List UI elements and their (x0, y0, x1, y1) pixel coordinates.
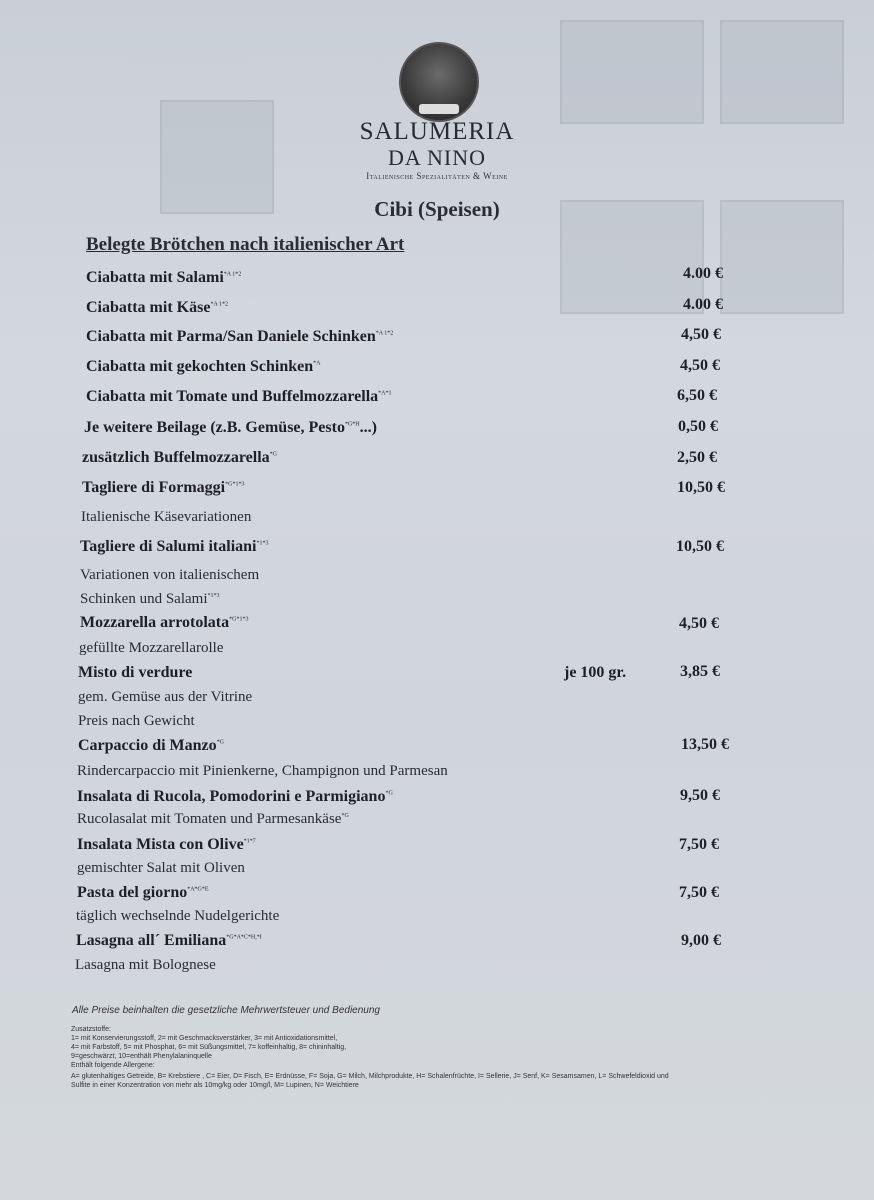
menu-item: Insalata di Rucola, Pomodorini e Parmigiano$^{*G}$ (77, 788, 393, 805)
item-price: 4.00 € (683, 296, 723, 313)
item-price: 7,50 € (679, 836, 719, 853)
item-price: 0,50 € (678, 418, 718, 435)
item-description: Schinken und Salami$^{*1*3}$ (80, 591, 220, 607)
item-description: Lasagna mit Bolognese (75, 957, 216, 973)
menu-item: Pasta del giorno$^{*A*G*E}$ (77, 884, 209, 901)
item-price: 4,50 € (681, 326, 721, 343)
menu-item: Tagliere di Salumi italiani$^{*1*3}$ (80, 538, 269, 555)
brand-tagline: Italienische Spezialitäten & Weine (366, 171, 508, 181)
item-description: gemischter Salat mit Oliven (77, 860, 245, 876)
item-description: Variationen von italienischem (80, 567, 260, 583)
allergens-line: Sulfite in einer Konzentration von mehr als 10mg/kg oder 10mg/l, M= Lupinen, N= Weichtiere (71, 1082, 359, 1089)
menu-item: Ciabatta mit Tomate und Buffelmozzarella$^{*A*1}$ (86, 388, 392, 405)
allergens-line: A= glutenhaltiges Getreide, B= Krebstiere , C= Eier, D= Fisch, E= Erdnüsse, F= Soja, G= Milch, Milchprodukte, H= Schalenfrüchte, I= Sellerie, J= Senf, K= Sesamsamen, L= Schwefeldioxid und (71, 1073, 669, 1080)
reflection-window (720, 20, 844, 124)
item-description: gem. Gemüse aus der Vitrine (78, 689, 253, 705)
item-price: 2,50 € (677, 449, 717, 466)
item-price: 9,00 € (681, 932, 721, 949)
additives-line: 4= mit Farbstoff, 5= mit Phosphat, 6= mit Süßungsmittel, 7= koffeinhaltig, 8= chininhaltig, (71, 1044, 347, 1051)
item-description: Rindercarpaccio mit Pinienkerne, Champignon und Parmesan (77, 763, 448, 779)
item-description: gefüllte Mozzarellarolle (79, 640, 224, 656)
salumeria-logo (399, 42, 479, 122)
section-title: Belegte Brötchen nach italienischer Art (86, 234, 405, 255)
menu-item: Ciabatta mit Käse$^{*A 1*2}$ (86, 299, 228, 316)
allergens-heading: Enthält folgende Allergene: (71, 1062, 155, 1069)
menu-item: Lasagna all´ Emiliana$^{*G*A*C*H,*I}$ (76, 932, 262, 949)
item-price: 10,50 € (677, 479, 725, 496)
menu-item: Tagliere di Formaggi$^{*G*1*3}$ (82, 479, 245, 496)
menu-item: Insalata Mista con Olive$^{*1*7}$ (77, 836, 256, 853)
item-price: 7,50 € (679, 884, 719, 901)
item-description: Italienische Käsevariationen (81, 509, 252, 525)
item-quantity: je 100 gr. (564, 664, 627, 681)
additives-line: Zusatzstoffe: (71, 1026, 111, 1033)
item-description: Rucolasalat mit Tomaten und Parmesankäse$^{*G}$ (77, 811, 349, 827)
tax-note: Alle Preise beinhalten die gesetzliche Mehrwertsteuer und Bedienung (72, 1005, 380, 1016)
additives-line: 1= mit Konservierungsstoff, 2= mit Geschmacksverstärker, 3= mit Antioxidationsmittel, (71, 1035, 338, 1042)
reflection-window (560, 20, 704, 124)
menu-item: Mozzarella arrotolata$^{*G*1*3}$ (80, 614, 249, 631)
item-price: 6,50 € (677, 387, 717, 404)
menu-item: zusätzlich Buffelmozzarella$^{*G}$ (82, 449, 277, 466)
menu-item: Ciabatta mit gekochten Schinken$^{*A}$ (86, 358, 321, 375)
item-price: 4,50 € (679, 615, 719, 632)
item-price: 4.00 € (683, 265, 723, 282)
item-price: 13,50 € (681, 736, 729, 753)
brand-subname: DA NINO (387, 145, 487, 170)
item-price: 3,85 € (680, 663, 720, 680)
menu-item: Carpaccio di Manzo$^{*G}$ (78, 737, 224, 754)
additives-line: 9=geschwärzt, 10=enthält Phenylalaninquelle (71, 1053, 212, 1060)
menu-item: Misto di verdure (78, 664, 193, 681)
item-description: täglich wechselnde Nudelgerichte (76, 908, 280, 924)
brand-name: SALUMERIA (359, 118, 515, 145)
menu-item: Ciabatta mit Salami$^{*A 1*2}$ (86, 269, 242, 286)
item-description: Preis nach Gewicht (78, 713, 195, 729)
item-price: 10,50 € (676, 538, 724, 555)
item-price: 9,50 € (680, 787, 720, 804)
menu-item: Ciabatta mit Parma/San Daniele Schinken$^{*A 1*2}$ (86, 328, 394, 345)
item-price: 4,50 € (680, 357, 720, 374)
page-title: Cibi (Speisen) (374, 197, 500, 221)
menu-item: Je weitere Beilage (z.B. Gemüse, Pesto$^{*G*H}$...) (84, 419, 377, 436)
